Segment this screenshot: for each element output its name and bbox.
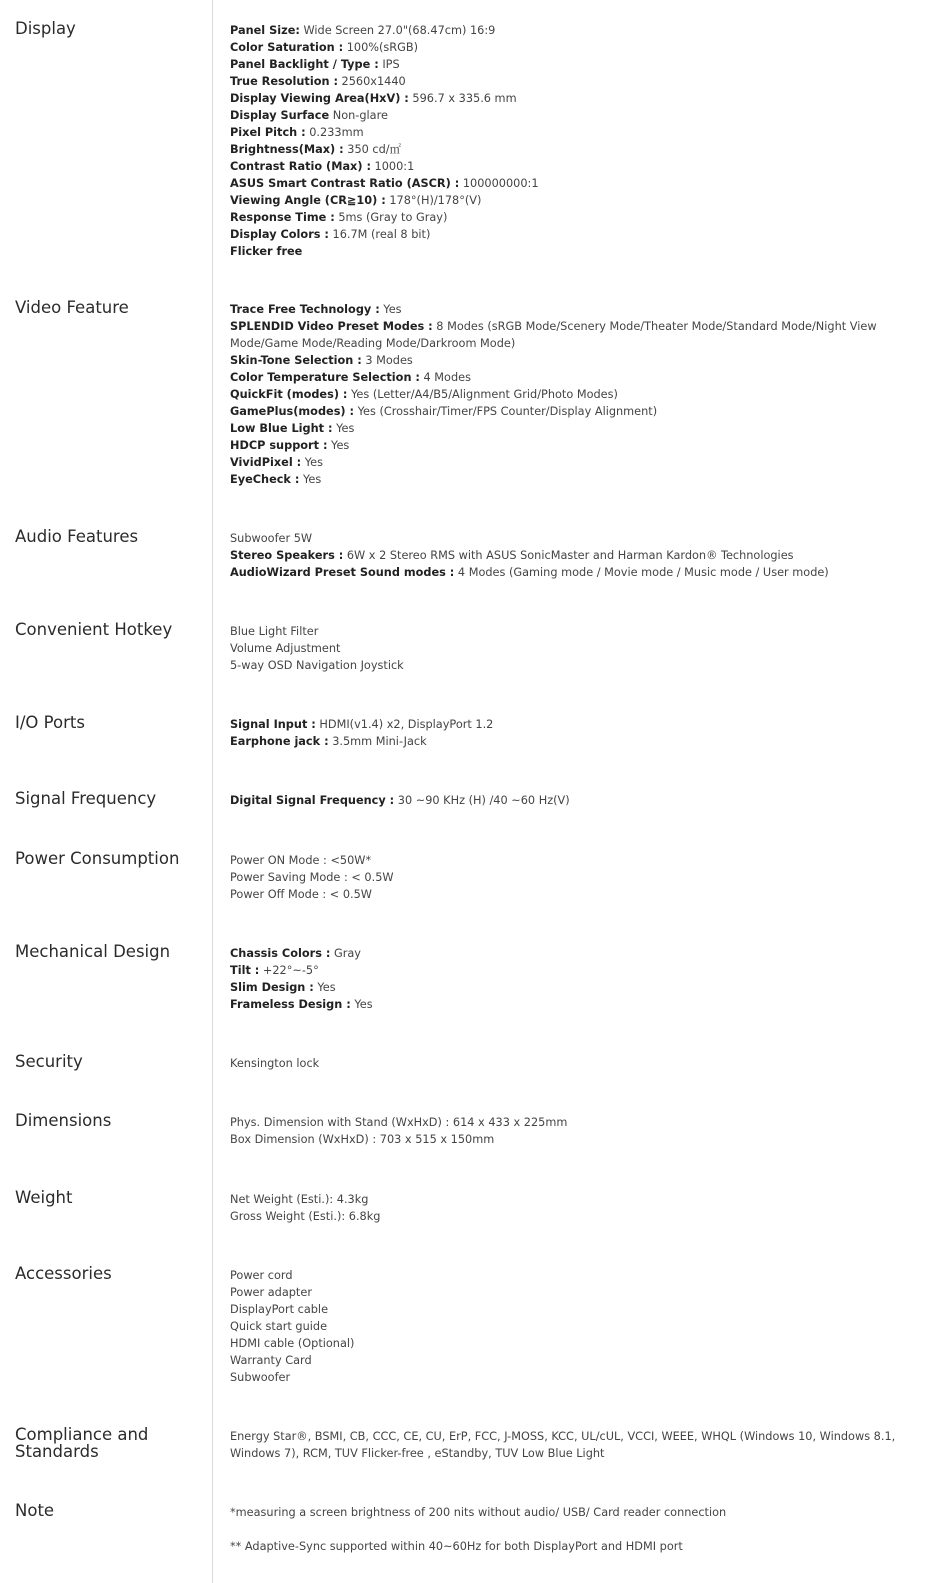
section-label: Signal Frequency	[15, 789, 157, 808]
spec-key: EyeCheck :	[230, 473, 300, 486]
spec-key: Viewing Angle (CR≧10) :	[230, 194, 386, 207]
spec-line	[230, 547, 910, 564]
spec-key: Brightness(Max) :	[230, 143, 344, 156]
spec-line	[230, 657, 910, 674]
spec-line	[230, 243, 910, 260]
spec-line	[230, 979, 910, 996]
spec-line	[230, 22, 910, 39]
section-label: Display	[15, 19, 76, 38]
section-label: Weight	[15, 1188, 73, 1207]
spec-line	[230, 454, 910, 471]
spec-line	[230, 301, 910, 318]
spec-value: Gray	[330, 947, 361, 960]
spec-key: Slim Design :	[230, 981, 314, 994]
spec-value: Yes	[299, 473, 322, 486]
spec-line	[230, 39, 910, 56]
spec-key: QuickFit (modes) :	[230, 388, 348, 401]
spec-line	[230, 386, 910, 403]
spec-line	[230, 437, 910, 454]
spec-line	[230, 1267, 910, 1284]
spec-key: Low Blue Light :	[230, 422, 333, 435]
spec-line	[230, 209, 910, 226]
section-content	[230, 945, 910, 1013]
spec-value: Net Weight (Esti.): 4.3kg	[230, 1193, 369, 1206]
spec-line	[230, 1538, 910, 1555]
spec-line	[230, 1131, 910, 1148]
spec-value: Gross Weight (Esti.): 6.8kg	[230, 1210, 381, 1223]
section-content	[230, 1428, 910, 1462]
spec-value: Non-glare	[329, 109, 388, 122]
spec-value: +22°~-5°	[259, 964, 319, 977]
column-divider	[212, 0, 213, 1583]
spec-value: HDMI(v1.4) x2, DisplayPort 1.2	[315, 718, 494, 731]
spec-value: Blue Light Filter	[230, 625, 319, 638]
spec-value: Subwoofer 5W	[230, 532, 313, 545]
spec-line	[230, 623, 910, 640]
spec-value: 5ms (Gray to Gray)	[334, 211, 448, 224]
spec-line	[230, 90, 910, 107]
spec-line	[230, 792, 910, 809]
spec-line	[230, 124, 910, 141]
spec-line	[230, 175, 910, 192]
spec-value: 178°(H)/178°(V)	[385, 194, 482, 207]
spec-value: 16.7M (real 8 bit)	[328, 228, 431, 241]
section-content	[230, 623, 910, 674]
section-label: I/O Ports	[15, 713, 85, 732]
section-content	[230, 1055, 910, 1072]
spec-line	[230, 1369, 910, 1386]
spec-line	[230, 56, 910, 73]
spec-key: Chassis Colors :	[230, 947, 331, 960]
spec-line	[230, 352, 910, 369]
spec-value: 1000:1	[370, 160, 415, 173]
spec-line	[230, 733, 910, 750]
section-label: Power Consumption	[15, 849, 180, 868]
spec-value: 8 Modes (sRGB Mode/Scenery Mode/Theater Mode/Standard Mode/Night View Mode/Game Mode/Reading Mode/Darkroom Mode)	[230, 320, 877, 350]
spec-value: Box Dimension (WxHxD) : 703 x 515 x 150mm	[230, 1133, 495, 1146]
spec-key: Color Temperature Selection :	[230, 371, 420, 384]
spec-key: Pixel Pitch :	[230, 126, 306, 139]
spec-key: Earphone jack :	[230, 735, 329, 748]
spec-key: HDCP support :	[230, 439, 328, 452]
spec-line	[230, 1191, 910, 1208]
spec-value: Power ON Mode : <50W*	[230, 854, 372, 867]
spec-value: IPS	[378, 58, 400, 71]
section-content	[230, 1191, 910, 1225]
section-label: Compliance and Standards	[15, 1425, 149, 1461]
spec-value: 2560x1440	[337, 75, 406, 88]
spec-line	[230, 1318, 910, 1335]
spec-value: 0.233mm	[305, 126, 364, 139]
spec-line	[230, 1055, 910, 1072]
spec-key: Contrast Ratio (Max) :	[230, 160, 371, 173]
spec-line	[230, 1284, 910, 1301]
section-label: Accessories	[15, 1264, 112, 1283]
spec-line	[230, 1504, 910, 1521]
spec-line	[230, 471, 910, 488]
spec-line	[230, 369, 910, 386]
spec-line	[230, 107, 910, 124]
spec-value: Yes	[313, 981, 336, 994]
spec-key: SPLENDID Video Preset Modes :	[230, 320, 433, 333]
spec-value: ** Adaptive-Sync supported within 40~60Hz for both DisplayPort and HDMI port	[230, 1540, 683, 1553]
spec-value: Yes	[379, 303, 402, 316]
section-content	[230, 530, 910, 581]
section-content	[230, 22, 910, 260]
section-content	[230, 1114, 910, 1148]
section-label: Video Feature	[15, 298, 129, 317]
spec-line	[230, 1208, 910, 1225]
spec-value: 100%(sRGB)	[343, 41, 419, 54]
spec-value: Power adapter	[230, 1286, 312, 1299]
spec-line	[230, 158, 910, 175]
section-label: Mechanical Design	[15, 942, 171, 961]
spec-value: Subwoofer	[230, 1371, 291, 1384]
spec-line	[230, 226, 910, 243]
section-label: Note	[15, 1501, 55, 1520]
spec-line	[230, 962, 910, 979]
spec-key: VividPixel :	[230, 456, 302, 469]
spec-key: Digital Signal Frequency :	[230, 794, 395, 807]
spec-value: Power Saving Mode : < 0.5W	[230, 871, 394, 884]
spec-value: DisplayPort cable	[230, 1303, 329, 1316]
spec-key: Panel Size:	[230, 24, 300, 37]
spec-line	[230, 1352, 910, 1369]
section-label: Convenient Hotkey	[15, 620, 173, 639]
spec-value: 4 Modes	[419, 371, 471, 384]
spec-line	[230, 1335, 910, 1352]
spec-value: Yes (Crosshair/Timer/FPS Counter/Display Alignment)	[354, 405, 658, 418]
spec-value: 350 cd/㎡	[343, 143, 401, 156]
spec-value: Energy Star®, BSMI, CB, CCC, CE, CU, ErP, FCC, J-MOSS, KCC, UL/cUL, VCCI, WEEE, WHQL (Windows 10, Windows 8.1, Windows 7), RCM, TUV Flicker-free , eStandby, TUV Low Blue Light	[230, 1430, 896, 1460]
spec-line	[230, 716, 910, 733]
spec-key: Panel Backlight / Type :	[230, 58, 379, 71]
spec-key: Frameless Design :	[230, 998, 351, 1011]
spec-line	[230, 318, 910, 352]
section-label: Security	[15, 1052, 83, 1071]
spec-key: Display Colors :	[230, 228, 329, 241]
spec-key: Color Saturation :	[230, 41, 344, 54]
spec-value: Phys. Dimension with Stand (WxHxD) : 614 x 433 x 225mm	[230, 1116, 568, 1129]
spec-key: Trace Free Technology :	[230, 303, 380, 316]
spec-value: 100000000:1	[459, 177, 539, 190]
spec-line	[230, 564, 910, 581]
spec-key: Response Time :	[230, 211, 335, 224]
spec-value: 30 ~90 KHz (H) /40 ~60 Hz(V)	[394, 794, 570, 807]
section-label: Dimensions	[15, 1111, 112, 1130]
spec-value: Yes	[350, 998, 373, 1011]
spec-value: Power Off Mode : < 0.5W	[230, 888, 372, 901]
spec-key: GamePlus(modes) :	[230, 405, 355, 418]
section-content	[230, 301, 910, 488]
spec-line	[230, 945, 910, 962]
section-label: Audio Features	[15, 527, 139, 546]
spec-key: Signal Input :	[230, 718, 316, 731]
spec-value: Yes (Letter/A4/B5/Alignment Grid/Photo Modes)	[347, 388, 618, 401]
section-content	[230, 792, 910, 809]
spec-value: 5-way OSD Navigation Joystick	[230, 659, 404, 672]
spec-value: Yes	[301, 456, 323, 469]
section-content	[230, 1504, 910, 1555]
spec-value: Yes	[327, 439, 350, 452]
spec-key: True Resolution :	[230, 75, 338, 88]
spec-key: AudioWizard Preset Sound modes :	[230, 566, 455, 579]
spec-line	[230, 1428, 910, 1462]
spec-key: Tilt :	[230, 964, 260, 977]
spec-line	[230, 996, 910, 1013]
spec-key: Display Viewing Area(HxV) :	[230, 92, 409, 105]
spec-value: *measuring a screen brightness of 200 nits without audio/ USB/ Card reader connection	[230, 1506, 727, 1519]
spec-value: 6W x 2 Stereo RMS with ASUS SonicMaster and Harman Kardon® Technologies	[343, 549, 794, 562]
section-content	[230, 1267, 910, 1386]
spec-line	[230, 869, 910, 886]
spec-value: HDMI cable (Optional)	[230, 1337, 355, 1350]
spec-value: Yes	[332, 422, 355, 435]
spec-value: 4 Modes (Gaming mode / Movie mode / Music mode / User mode)	[454, 566, 829, 579]
spec-line	[230, 1114, 910, 1131]
spec-value: Kensington lock	[230, 1057, 320, 1070]
spec-value: Warranty Card	[230, 1354, 312, 1367]
spec-line	[230, 141, 910, 158]
spec-key: ASUS Smart Contrast Ratio (ASCR) :	[230, 177, 460, 190]
spec-key: Flicker free	[230, 245, 303, 258]
section-content	[230, 852, 910, 903]
spec-value: Volume Adjustment	[230, 642, 341, 655]
spec-value: 3 Modes	[361, 354, 413, 367]
spec-key: Stereo Speakers :	[230, 549, 344, 562]
spec-value: Power cord	[230, 1269, 293, 1282]
spec-line	[230, 852, 910, 869]
spec-line	[230, 73, 910, 90]
spec-value: Wide Screen 27.0"(68.47cm) 16:9	[299, 24, 496, 37]
spec-line	[230, 1301, 910, 1318]
spec-line	[230, 403, 910, 420]
spec-line	[230, 192, 910, 209]
spacer	[230, 1521, 910, 1538]
spec-value: 596.7 x 335.6 mm	[408, 92, 517, 105]
section-content	[230, 716, 910, 750]
spec-key: Skin-Tone Selection :	[230, 354, 362, 367]
spec-line	[230, 886, 910, 903]
spec-value: 3.5mm Mini-Jack	[328, 735, 427, 748]
spec-value: Quick start guide	[230, 1320, 328, 1333]
spec-key: Display Surface	[230, 109, 330, 122]
spec-line	[230, 640, 910, 657]
spec-line	[230, 530, 910, 547]
spec-line	[230, 420, 910, 437]
